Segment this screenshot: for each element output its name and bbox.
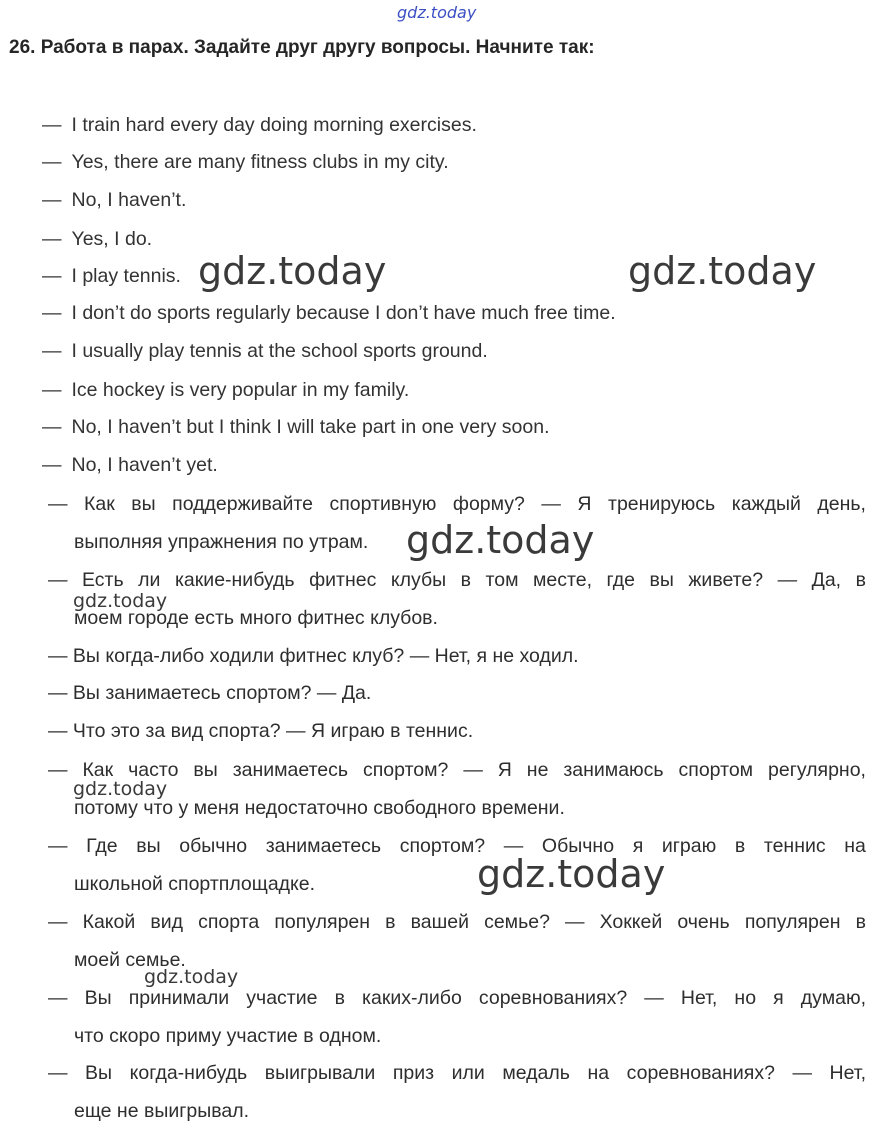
answer-en-text: Ice hockey is very popular in my family.: [71, 379, 410, 401]
word: теннис: [763, 835, 826, 857]
word: на: [587, 1062, 610, 1084]
word: в: [385, 911, 396, 933]
dialog-ru-line2: что скоро приму участие в одном.: [74, 1025, 382, 1047]
answer-en-text: I train hard every day doing morning exercises.: [71, 114, 477, 136]
word: Да,: [811, 569, 842, 591]
word: обычно: [179, 835, 248, 857]
word: очень: [677, 911, 730, 933]
word: спортом?: [399, 835, 486, 857]
answer-en-text: Yes, I do.: [71, 228, 153, 250]
word: популярен: [274, 911, 371, 933]
word: поддерживайте: [172, 493, 313, 515]
answer-en-4: [42, 228, 152, 251]
word: вы: [136, 835, 161, 857]
word: спорта: [198, 911, 260, 933]
watermark-top: gdz.today: [397, 3, 477, 22]
dash: —: [42, 302, 62, 324]
dialog-ru-line1: — Вы когда-либо ходили фитнес клуб? — Нет, я не ходил.: [48, 645, 579, 667]
word: медаль: [502, 1062, 570, 1084]
dialog-ru-line2: школьной спортплощадке.: [74, 873, 316, 895]
watermark: gdz.today: [628, 249, 817, 293]
word: принимали: [128, 987, 230, 1009]
dialog-ru-line1: [48, 751, 866, 789]
word: —: [792, 1062, 812, 1084]
word: —: [503, 835, 524, 857]
word: в: [334, 987, 345, 1009]
dialog-ru-2: [48, 561, 866, 637]
word: каждый: [731, 493, 801, 515]
word: вы: [193, 759, 218, 781]
answer-en-2: [42, 151, 449, 174]
dialog-ru-line1: [48, 1054, 866, 1092]
watermark: gdz.today: [477, 852, 666, 896]
word: Есть: [82, 569, 124, 591]
word: где: [606, 569, 635, 591]
word: вид: [150, 911, 184, 933]
word: Какой: [82, 911, 136, 933]
word: каких-либо: [362, 987, 462, 1009]
dialog-ru-line2: потому что у меня недостаточно свободного времени.: [74, 797, 565, 819]
watermark: gdz.today: [406, 518, 595, 562]
dialog-ru-line1: [48, 903, 866, 941]
word: —: [541, 493, 561, 515]
word: —: [48, 569, 68, 591]
dash: —: [42, 340, 62, 362]
word: Хоккей: [599, 911, 663, 933]
word: выигрывали: [264, 1062, 376, 1084]
word: часто: [128, 759, 179, 781]
word: форму?: [452, 493, 525, 515]
word: —: [48, 1062, 68, 1084]
word: Нет,: [680, 987, 718, 1009]
dialog-ru-5: [48, 712, 866, 750]
word: —: [48, 759, 68, 781]
word: —: [48, 493, 68, 515]
word: —: [48, 987, 68, 1009]
word: в: [855, 569, 866, 591]
answer-en-6: [42, 302, 616, 325]
word: в: [855, 911, 866, 933]
answer-en-text: No, I haven’t yet.: [71, 454, 218, 476]
dialog-ru-9: [48, 979, 866, 1055]
dialog-ru-line1: [48, 827, 866, 865]
word: в: [460, 569, 472, 591]
watermark: gdz.today: [73, 590, 168, 612]
exercise-title: 26. Работа в парах. Задайте друг другу вопросы. Начните так:: [9, 37, 595, 58]
word: клубы: [390, 569, 447, 591]
answer-en-7: [42, 340, 488, 363]
word: —: [777, 569, 798, 591]
word: какие-нибудь: [174, 569, 295, 591]
answer-en-text: No, I haven’t but I think I will take part in one very soon.: [71, 416, 550, 438]
word: Где: [86, 835, 118, 857]
word: Как: [84, 493, 115, 515]
word: не: [526, 759, 549, 781]
answer-en-text: I play tennis.: [71, 265, 181, 287]
word: —: [48, 911, 68, 933]
word: месте,: [533, 569, 592, 591]
word: вы: [649, 569, 674, 591]
word: ли: [138, 569, 161, 591]
word: занимаетесь: [265, 835, 382, 857]
word: но: [734, 987, 757, 1009]
word: соревнованиях?: [626, 1062, 775, 1084]
answer-en-9: [42, 416, 550, 439]
dialog-ru-line1: — Вы занимаетесь спортом? — Да.: [48, 682, 372, 704]
dialog-ru-7: [48, 827, 866, 903]
word: в: [734, 835, 746, 857]
dash: —: [42, 228, 62, 250]
dialog-ru-10: [48, 1054, 866, 1130]
answer-en-text: No, I haven’t.: [71, 189, 187, 211]
watermark: gdz.today: [144, 966, 239, 988]
word: Нет,: [829, 1062, 866, 1084]
word: когда-нибудь: [129, 1062, 248, 1084]
word: популярен: [744, 911, 841, 933]
word: играю: [661, 835, 717, 857]
word: спортом: [678, 759, 754, 781]
dialog-ru-line2: еще не выигрывал.: [74, 1100, 249, 1122]
word: Я: [577, 493, 592, 515]
word: думаю,: [800, 987, 866, 1009]
dash: —: [42, 114, 62, 136]
word: день,: [817, 493, 866, 515]
watermark: gdz.today: [73, 778, 168, 800]
dialog-ru-3: [48, 637, 866, 675]
answer-en-8: [42, 379, 409, 402]
dash: —: [42, 189, 62, 211]
word: вашей: [410, 911, 469, 933]
dialog-ru-line2: выполняя упражнения по утрам.: [74, 531, 369, 553]
watermark: gdz.today: [198, 249, 387, 293]
dash: —: [42, 454, 62, 476]
word: Я: [497, 759, 512, 781]
word: участие: [246, 987, 318, 1009]
answer-en-text: Yes, there are many fitness clubs in my city.: [71, 151, 449, 173]
dialog-ru-line2: моем городе есть много фитнес клубов.: [74, 607, 438, 629]
word: —: [644, 987, 664, 1009]
word: Вы: [84, 987, 112, 1009]
word: на: [844, 835, 866, 857]
word: Обычно: [541, 835, 615, 857]
word: семье?: [484, 911, 550, 933]
word: соревнованиях?: [478, 987, 628, 1009]
answer-en-1: [42, 114, 477, 137]
answer-en-text: I don’t do sports regularly because I don’t have much free time.: [71, 302, 616, 324]
word: фитнес: [309, 569, 377, 591]
word: спортивную: [329, 493, 437, 515]
dialog-ru-6: [48, 751, 866, 827]
word: спортом?: [363, 759, 449, 781]
answer-en-3: [42, 189, 186, 212]
dash: —: [42, 416, 62, 438]
dialog-ru-line1: — Что это за вид спорта? — Я играю в теннис.: [48, 720, 474, 742]
word: вы: [131, 493, 156, 515]
dialog-ru-line1: [48, 561, 866, 599]
answer-en-10: [42, 454, 218, 477]
word: я: [632, 835, 644, 857]
word: занимаюсь: [563, 759, 664, 781]
word: я: [773, 987, 784, 1009]
dash: —: [42, 265, 62, 287]
word: Вы: [85, 1062, 113, 1084]
word: —: [565, 911, 585, 933]
word: —: [48, 835, 68, 857]
word: или: [451, 1062, 485, 1084]
dash: —: [42, 151, 62, 173]
answer-en-5: [42, 265, 181, 288]
word: —: [463, 759, 483, 781]
answer-en-text: I usually play tennis at the school sports ground.: [71, 340, 488, 362]
word: тренируюсь: [608, 493, 716, 515]
word: Как: [82, 759, 114, 781]
dialog-ru-4: [48, 674, 866, 712]
word: том: [485, 569, 519, 591]
word: живете?: [688, 569, 764, 591]
dash: —: [42, 379, 62, 401]
word: занимаетесь: [232, 759, 349, 781]
dialog-ru-line2: моей семье.: [74, 949, 186, 971]
word: регулярно,: [768, 759, 866, 781]
word: приз: [392, 1062, 435, 1084]
